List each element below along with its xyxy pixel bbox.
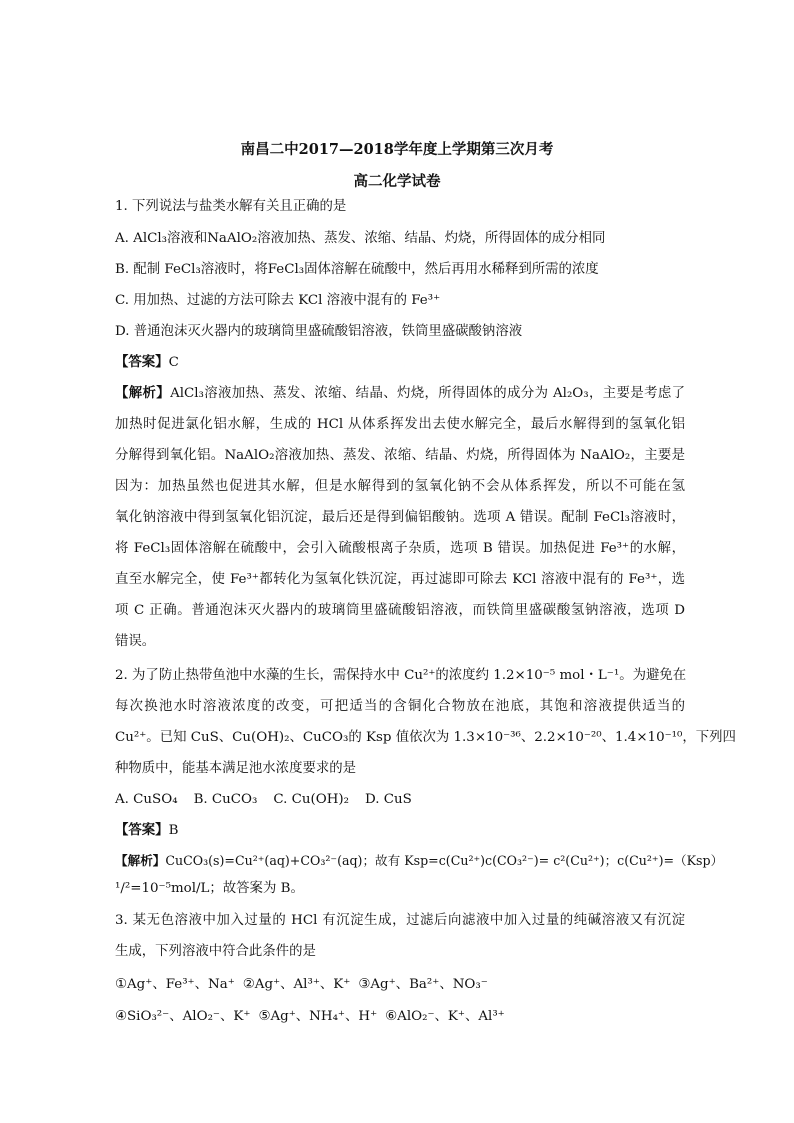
ion-group: ⑤Ag⁺、NH₄⁺、H⁺ bbox=[258, 1009, 378, 1024]
answer-value: B bbox=[168, 823, 179, 838]
q1-answer bbox=[115, 356, 685, 369]
analysis-tag: 【解析】 bbox=[115, 385, 171, 401]
ion-group: ⑥AlO₂⁻、K⁺、Al³⁺ bbox=[385, 1009, 505, 1024]
q3-ion-groups-row bbox=[115, 978, 685, 991]
q3-ion-groups-row bbox=[115, 1010, 685, 1023]
q1-analysis-line: 将 FeCl₃固体溶解在硫酸中，会引入硫酸根离子杂质，选项 B 错误。加热促进 Fe³⁺的水解， bbox=[115, 541, 685, 556]
ion-group: ①Ag⁺、Fe³⁺、Na⁺ bbox=[115, 977, 235, 992]
q2-answer bbox=[115, 824, 685, 837]
q2-stem-line: 每次换池水时溶液浓度的改变，可把适当的含铜化合物放在池底，其饱和溶液提供适当的 bbox=[115, 699, 685, 714]
q2-analysis-line: ¹/²=10⁻⁵mol/L；故答案为 B。 bbox=[115, 881, 304, 896]
q2-option: D. CuS bbox=[365, 792, 412, 807]
analysis-tag: 【解析】 bbox=[115, 853, 166, 868]
q2-options bbox=[115, 793, 685, 806]
q1-stem: 1. 下列说法与盐类水解有关且正确的是 bbox=[115, 199, 347, 214]
ion-group: ③Ag⁺、Ba²⁺、NO₃⁻ bbox=[358, 977, 488, 992]
q2-stem-line: Cu²⁺。已知 CuS、Cu(OH)₂、CuCO₃的 Ksp 值依次为 1.3×10⁻³⁶、2.2×10⁻²⁰、1.4×10⁻¹⁰，下列四 bbox=[115, 730, 736, 745]
q3-stem-line: 生成，下列溶液中符合此条件的是 bbox=[115, 944, 316, 959]
q2-stem-line: 种物质中，能基本满足池水浓度要求的是 bbox=[115, 761, 357, 776]
q2-option: C. Cu(OH)₂ bbox=[273, 792, 350, 807]
q1-analysis-line: 因为：加热虽然也促进其水解，但是水解得到的氢氧化钠不会从体系挥发，所以不可能在氢 bbox=[115, 479, 685, 494]
q2-stem-line: 2. 为了防止热带鱼池中水藻的生长，需保持水中 Cu²⁺的浓度约 1.2×10⁻⁵ mol・L⁻¹。为避免在 bbox=[115, 668, 687, 683]
q2-analysis-line: 【解析】CuCO₃(s)=Cu²⁺(aq)+CO₃²⁻(aq)；故有 Ksp=c(Cu²⁺)c(CO₃²⁻)= c²(Cu²⁺)；c(Cu²⁺)=（Ksp） bbox=[115, 853, 724, 868]
q1-analysis-line: 分解得到氧化铝。NaAlO₂溶液加热、蒸发、浓缩、结晶、灼烧，所得固体为 NaAlO₂，主要是 bbox=[115, 448, 685, 463]
q2-option: A. CuSO₄ bbox=[115, 792, 178, 807]
q2-option: B. CuCO₃ bbox=[193, 792, 258, 807]
q1-analysis-line: 项 C 正确。普通泡沫灭火器内的玻璃筒里盛硫酸铝溶液，而铁筒里盛碳酸氢钠溶液，选项 D bbox=[115, 603, 685, 618]
q1-option-c: C. 用加热、过滤的方法可除去 KCl 溶液中混有的 Fe³⁺ bbox=[115, 293, 441, 308]
exam-title: 南昌二中2017—2018学年度上学期第三次月考 bbox=[240, 141, 554, 158]
answer-tag: 【答案】 bbox=[115, 822, 169, 838]
q3-stem-line: 3. 某无色溶液中加入过量的 HCl 有沉淀生成，过滤后向滤液中加入过量的纯碱溶液又有沉淀 bbox=[115, 913, 685, 928]
exam-subtitle: 高二化学试卷 bbox=[353, 173, 441, 190]
ion-group: ②Ag⁺、Al³⁺、K⁺ bbox=[242, 977, 351, 992]
answer-value: C bbox=[168, 355, 179, 370]
answer-tag: 【答案】 bbox=[115, 354, 169, 370]
q1-option-d: D. 普通泡沫灭火器内的玻璃筒里盛硫酸铝溶液，铁筒里盛碳酸钠溶液 bbox=[115, 324, 523, 339]
q1-analysis-line: 加热时促进氯化铝水解，生成的 HCl 从体系挥发出去使水解完全，最后水解得到的氢氧化铝 bbox=[115, 417, 685, 432]
q1-analysis-line: 【解析】AlCl₃溶液加热、蒸发、浓缩、结晶、灼烧，所得固体的成分为 Al₂O₃，主要是考虑了 bbox=[115, 385, 685, 401]
q1-analysis-line: 直至水解完全，使 Fe³⁺都转化为氢氧化铁沉淀，再过滤即可除去 KCl 溶液中混有的 Fe³⁺，选 bbox=[115, 572, 685, 587]
q1-analysis-line: 错误。 bbox=[115, 634, 156, 649]
q1-option-b: B. 配制 FeCl₃溶液时，将FeCl₃固体溶解在硫酸中，然后再用水稀释到所需的浓度 bbox=[115, 262, 599, 277]
q1-option-a: A. AlCl₃溶液和NaAlO₂溶液加热、蒸发、浓缩、结晶、灼烧，所得固体的成分相同 bbox=[115, 231, 606, 246]
ion-group: ④SiO₃²⁻、AlO₂⁻、K⁺ bbox=[115, 1009, 251, 1024]
q1-analysis-line: 氧化钠溶液中得到氢氧化铝沉淀，最后还是得到偏铝酸钠。选项 A 错误。配制 FeCl₃溶液时， bbox=[115, 510, 685, 525]
